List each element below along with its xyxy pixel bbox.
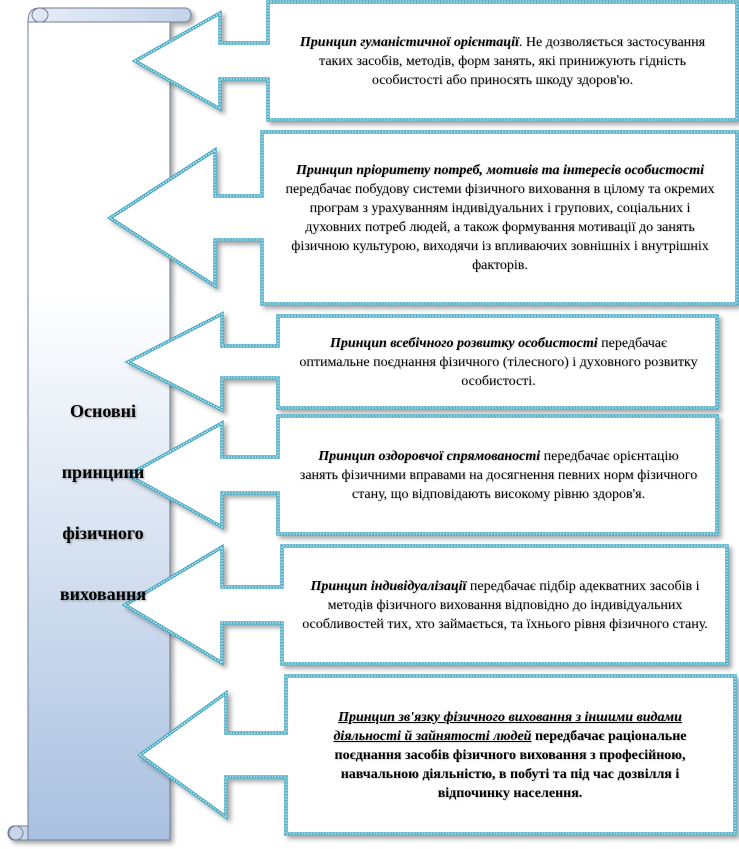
principle-title: Принцип пріоритету потреб, мотивів та інтересів особистості — [295, 163, 705, 178]
diagram-title — [38, 400, 168, 644]
principle-text: передбачає підбір адекватних засобів і методів фізичного виховання відповідно до індивідуальних особливостей тих, хто займається, та їхнього рівня фізичного стану. — [302, 578, 708, 632]
principle-connection-activities — [292, 682, 728, 828]
principle-text: передбачає раціональне поєднання засобів фізичного виховання з професійною, навчальною діяльністю, в побуті та під час дозвілля і відпочинку населення. — [334, 728, 687, 801]
title-line: виховання — [59, 584, 147, 604]
principle-title: Принцип всебічного розвитку особистості — [329, 335, 598, 351]
principle-text: Не дозволяється застосування таких засобів, методів, форм занять, які принижують гідність особистості або приносять шкоду здоров'ю. — [319, 34, 706, 88]
principle-priority-needs — [268, 138, 730, 298]
principle-individualization — [288, 552, 720, 658]
principle-text: передбачає орієнтацію занять фізичними вправами на досягнення певних норм фізичного стану, що відповідають високому рівню здоров'я. — [299, 448, 698, 502]
principle-punct: . — [518, 34, 523, 50]
principle-health-orientation — [285, 422, 710, 528]
principle-title: Принцип оздоровчої спрямованості — [318, 448, 541, 464]
principle-title: Принцип зв'язку фізичного виховання з іншими видами діяльності й зайнятості людей — [333, 709, 682, 744]
principle-title: Принцип гуманістичної орієнтації — [299, 34, 519, 50]
title-line: фізичного — [62, 523, 144, 543]
title-line: принципи — [61, 462, 145, 482]
principle-title: Принцип індивідуалізації — [310, 578, 467, 594]
title-line: Основні — [69, 401, 136, 421]
principle-text: передбачає побудову системи фізичного виховання в цілому та окремих програм з урахуванням індивідуальних і групових, соціальних і духовних потреб людей, а також формування мотивації до занять фізичною культурою, виходячи із впливаючих зовнішніх і внутрішніх факторів. — [285, 182, 715, 273]
principle-text: передбачає оптимальне поєднання фізичного (тілесного) і духовного розвитку особистості. — [299, 335, 698, 389]
principle-humanistic — [275, 8, 730, 114]
principle-comprehensive-development — [285, 322, 710, 402]
